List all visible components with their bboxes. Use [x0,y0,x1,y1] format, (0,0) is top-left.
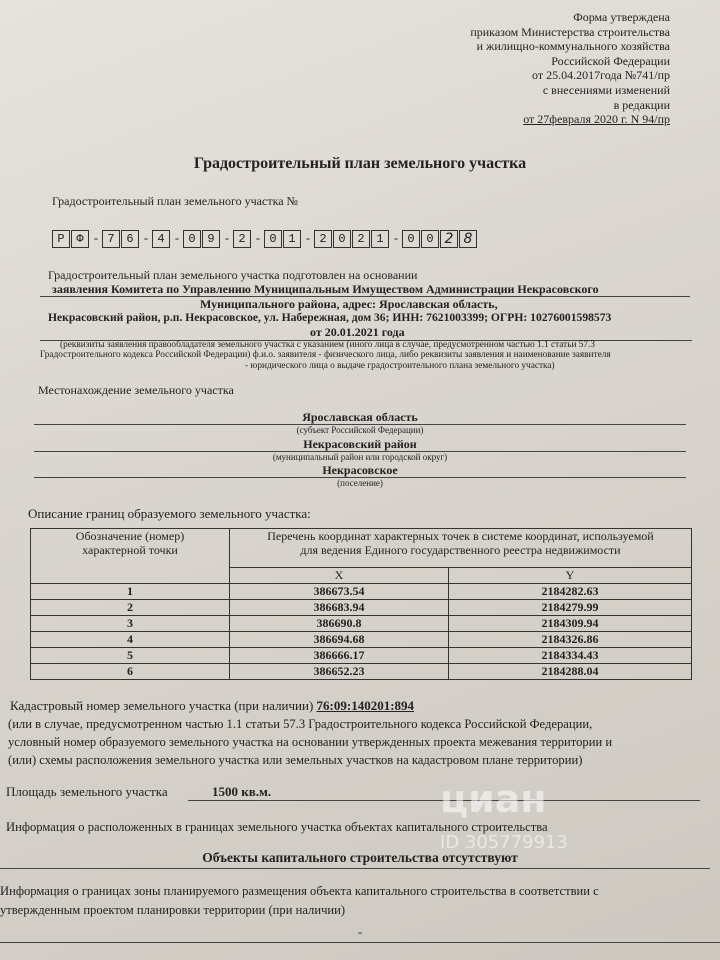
number-box: 1 [283,230,301,248]
point-number: 4 [31,632,230,648]
basis-note: Градостроительного кодекса Российской Федерации) ф.и.о. заявителя - физического лица, либо реквизиты заявления и наименование заявителя [40,350,611,360]
point-number: 6 [31,664,230,680]
table-header-row [31,529,692,568]
number-box: 1 [371,230,389,248]
approval-last-line: от 27февраля 2020 г. N 94/пр [523,112,670,127]
point-y: 2184288.04 [449,664,692,680]
plan-number-label: Градостроительный план земельного участка № [52,194,298,208]
basis-line: заявления Комитета по Управлению Муниципальным Имуществом Администрации Некрасовского [52,282,599,296]
approval-line: от 25.04.2017года №741/пр [532,68,670,83]
number-dash: - [392,232,400,246]
location-settlement: Некрасовское [322,463,398,477]
header-point-line: Обозначение (номер) [75,529,185,543]
number-dash: - [173,232,181,246]
location-subject: Ярославская область [302,410,418,424]
basis-note: - юридического лица о выдаче градостроительного плана земельного участка) [245,361,555,371]
point-y: 2184326.86 [449,632,692,648]
location-district: Некрасовский район [303,437,417,451]
document-title: Градостроительный план земельного участка [193,155,527,172]
approval-line: Российской Федерации [551,53,670,68]
header-point [31,529,230,584]
approval-line: приказом Министерства строительства [470,24,670,39]
approval-line: Форма утверждена [573,10,670,24]
number-box-handwritten: 2 [440,230,458,248]
coordinates-table [30,528,692,680]
approval-line: с внесениями изменений [542,82,670,97]
zone-line: Информация о границах зоны планируемого размещения объекта капитального строительства в соответствии с [0,884,599,898]
header-coords-line: для ведения Единого государственного реестра недвижимости [300,543,621,557]
number-box: 0 [333,230,351,248]
number-box: 4 [152,230,170,248]
cadastral-note: условный номер образуемого земельного участка на основании утвержденных проекта межевания территории и [8,735,613,749]
number-box: 2 [233,230,251,248]
basis-label: Градостроительный план земельного участка подготовлен на основании [48,268,418,282]
header-point-line: характерной точки [82,543,178,557]
number-box: 7 [102,230,120,248]
point-x: 386673.54 [230,584,449,600]
number-dash: - [254,232,262,246]
underline [0,868,710,869]
number-dash: - [304,232,312,246]
watermark [440,777,568,854]
cadastral-line [10,698,414,714]
number-box-handwritten: 8 [459,230,477,248]
point-x: 386666.17 [230,648,449,664]
point-y: 2184279.99 [449,600,692,616]
number-box: 0 [402,230,420,248]
table-row [31,600,692,616]
underline [0,942,720,943]
point-y: 2184282.63 [449,584,692,600]
boundaries-label: Описание границ образуемого земельного участка: [28,506,311,521]
cadastral-label: Кадастровый номер земельного участка (при наличии) [10,698,314,713]
table-row [31,616,692,632]
plan-number [52,230,478,248]
header-coords [230,529,692,568]
number-box: Ф [71,230,89,248]
point-x: 386694.68 [230,632,449,648]
header-coords-line: Перечень координат характерных точек в системе координат, используемой [267,529,654,543]
location-subject-note: (субъект Российской Федерации) [296,425,424,435]
point-x: 386690.8 [230,616,449,632]
basis-line: Муниципального района, адрес: Ярославская область, [200,297,498,311]
area-label: Площадь земельного участка [6,784,168,799]
number-box: 0 [183,230,201,248]
point-y: 2184334.43 [449,648,692,664]
number-box: Р [52,230,70,248]
zone-line: утвержденным проектом планировки территории (при наличии) [0,903,346,917]
zone-value: - [357,924,363,939]
basis-line: Некрасовский район, р.п. Некрасовское, ул. Набережная, дом 36; ИНН: 7621003399; ОГРН: 10276001598573 [48,311,612,324]
approval-line: и жилищно-коммунального хозяйства [476,39,670,54]
header-y: Y [449,568,692,584]
header-x: X [230,568,449,584]
approval-block [470,10,670,127]
table-row [31,632,692,648]
number-box: 0 [264,230,282,248]
watermark-id: ID 305779913 [440,832,568,853]
number-dash: - [223,232,231,246]
number-dash: - [92,232,100,246]
capital-label: Информация о расположенных в границах земельного участка объектах капитального строительства [6,820,548,834]
number-box: 2 [314,230,332,248]
basis-date: от 20.01.2021 года [310,325,405,339]
watermark-brand: циан [440,777,547,821]
location-settlement-note: (поселение) [337,478,383,488]
cadastral-note: (или) схемы расположения земельного участка или земельных участков на кадастровом плане территории) [8,753,583,767]
cadastral-value: 76:09:140201:894 [316,698,415,713]
point-y: 2184309.94 [449,616,692,632]
point-number: 5 [31,648,230,664]
basis-note: (реквизиты заявления правообладателя земельного участка с указанием (иного лица в случае, предусмотренном частью 1.1 статьи 57.3 [60,340,596,350]
location-label: Местонахождение земельного участка [38,383,234,397]
point-number: 3 [31,616,230,632]
number-box: 2 [352,230,370,248]
number-box: 6 [121,230,139,248]
cadastral-note: (или в случае, предусмотренном частью 1.1 статьи 57.3 Градостроительного кодекса Российской Федерации, [8,717,593,731]
table-row [31,664,692,680]
table-row [31,648,692,664]
number-box: 0 [421,230,439,248]
point-x: 386652.23 [230,664,449,680]
number-box: 9 [202,230,220,248]
location-district-note: (муниципальный район или городской округ) [272,452,448,462]
table-row [31,584,692,600]
area-value: 1500 кв.м. [212,784,272,799]
capital-value: Объекты капитального строительства отсутствуют [202,850,518,865]
number-dash: - [142,232,150,246]
approval-line: в редакции [613,97,670,112]
point-number: 1 [31,584,230,600]
point-number: 2 [31,600,230,616]
point-x: 386683.94 [230,600,449,616]
